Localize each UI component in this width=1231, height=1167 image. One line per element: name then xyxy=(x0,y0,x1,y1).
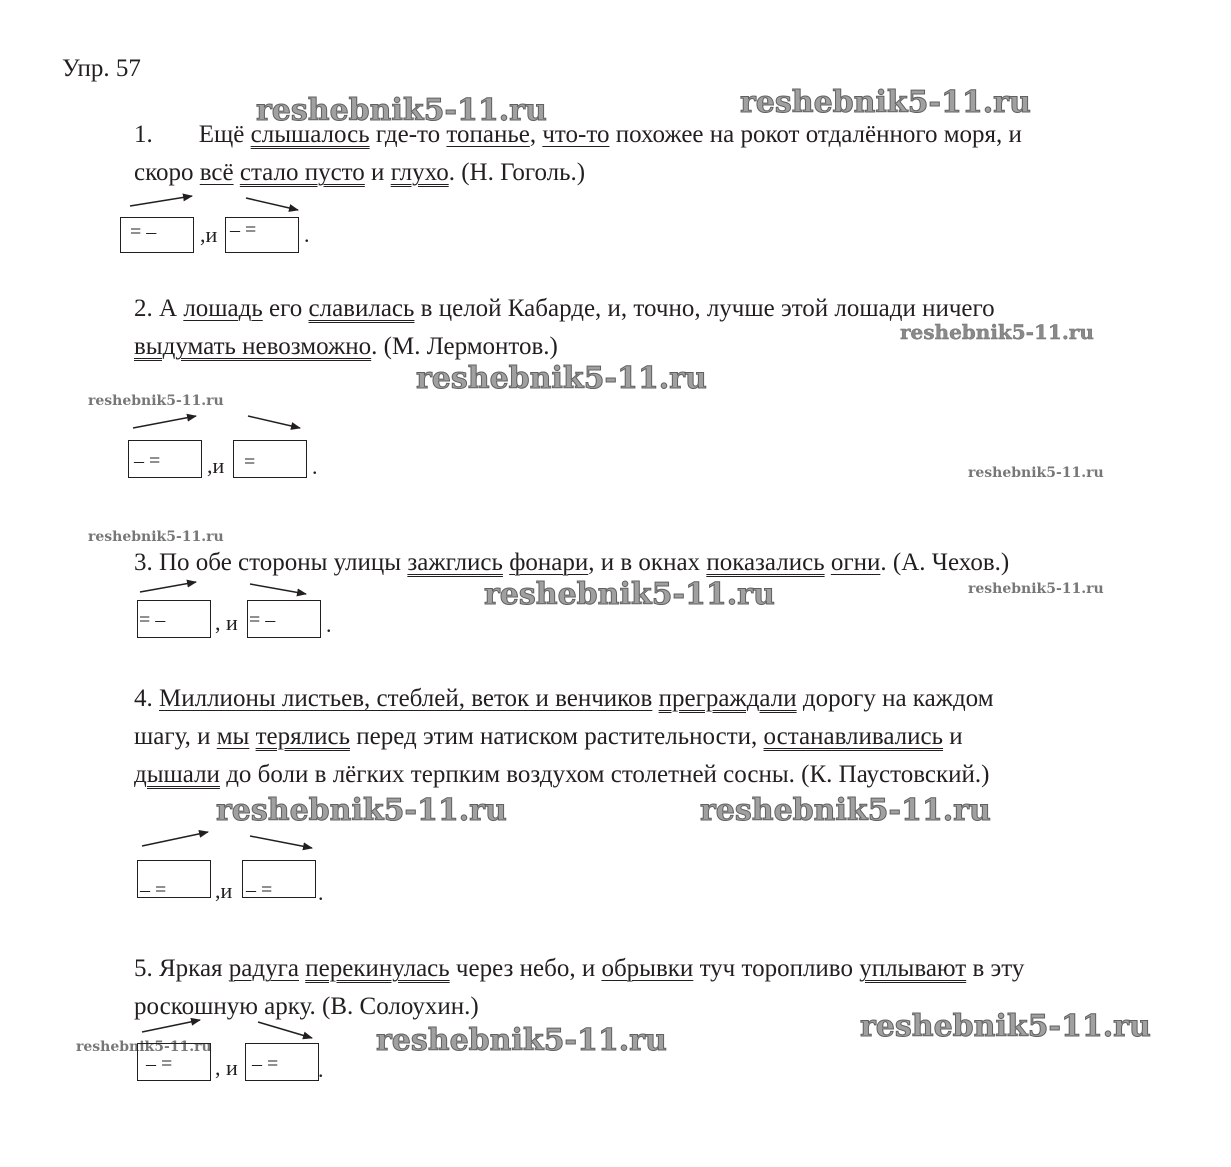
schema-box-symbols: – = xyxy=(246,879,273,901)
watermark: reshebnik5-11.ru xyxy=(256,93,547,128)
arrow-icon xyxy=(140,582,196,592)
schema-separator: ,и xyxy=(215,878,233,903)
page-title: Упр. 57 xyxy=(62,55,141,82)
schema-period: . xyxy=(318,1057,324,1082)
predicate: выдумать невозможно xyxy=(134,333,372,360)
sentence-number: 1. xyxy=(134,121,153,148)
sentence-4-line-2: шагу, и мы терялись перед этим натиском растительности, останавливались и xyxy=(134,723,963,750)
schema-box-symbols: = xyxy=(244,451,256,473)
predicate: стало пусто xyxy=(239,159,365,186)
predicate: славилась xyxy=(308,295,415,322)
sentence-1-line-1: 1. Ещё слышалось где-то топанье, что-то похожее на рокот отдалённого моря, и xyxy=(134,121,1022,148)
schema-box-symbols: = – xyxy=(139,609,166,631)
arrow-icon xyxy=(142,1020,200,1032)
subject: топанье xyxy=(446,121,530,148)
schema-separator: ,и xyxy=(207,453,225,478)
subject: Миллионы листьев, стеблей, веток и венчиков xyxy=(159,685,653,712)
subject: мы xyxy=(216,723,250,750)
arrow-icon xyxy=(130,196,192,206)
schema-period: . xyxy=(326,612,332,637)
subject: огни xyxy=(830,549,881,576)
predicate: слышалось xyxy=(250,121,370,148)
watermark: reshebnik5-11.ru xyxy=(968,465,1104,481)
sentence-2-line-1: 2. А лошадь его славилась в целой Кабарде, и, точно, лучше этой лошади ничего xyxy=(134,295,995,322)
schema-period: . xyxy=(304,222,310,247)
arrow-icon xyxy=(246,198,298,210)
arrow-icon xyxy=(258,1022,312,1038)
watermark: reshebnik5-11.ru xyxy=(88,393,224,409)
subject: радуга xyxy=(228,955,299,982)
predicate: дышали xyxy=(134,761,220,788)
predicate: преграждали xyxy=(658,685,797,712)
predicate: останавливались xyxy=(763,723,944,750)
arrow-icon xyxy=(250,836,312,848)
sentence-5-line-1: 5. Яркая радуга перекинулась через небо, и обрывки туч торопливо уплывают в эту xyxy=(134,955,1025,982)
arrow-icon xyxy=(248,416,300,428)
watermark: reshebnik5-11.ru xyxy=(860,1009,1151,1044)
predicate: показались xyxy=(706,549,825,576)
schema-box-symbols: = – xyxy=(249,609,276,631)
arrow-icon xyxy=(142,832,208,846)
watermark: reshebnik5-11.ru xyxy=(88,529,224,545)
schema-box-symbols: = – xyxy=(130,221,157,243)
sentence-1-line-2: скоро всё стало пусто и глухо. (Н. Гоголь.) xyxy=(134,159,586,186)
schema-separator: , и xyxy=(215,1055,238,1080)
subject: что-то xyxy=(542,121,610,148)
schema-separator: ,и xyxy=(200,222,218,247)
watermark: reshebnik5-11.ru xyxy=(700,793,991,828)
schema-box-symbols: – = xyxy=(252,1053,279,1075)
arrow-icon xyxy=(133,416,196,428)
schema-box-symbols: – = xyxy=(134,450,161,472)
predicate: перекинулась xyxy=(305,955,450,982)
predicate: терялись xyxy=(255,723,350,750)
arrow-icon xyxy=(250,584,306,594)
subject: фонари xyxy=(509,549,589,576)
schema-period: . xyxy=(312,454,318,479)
sentence-2-line-2: выдумать невозможно. (М. Лермонтов.) xyxy=(134,333,558,360)
watermark: reshebnik5-11.ru xyxy=(484,577,775,612)
watermark: reshebnik5-11.ru xyxy=(76,1039,212,1055)
sentence-5-line-2: роскошную арку. (В. Солоухин.) xyxy=(134,993,479,1020)
schema-box-symbols: – = xyxy=(230,219,257,241)
predicate: уплывают xyxy=(859,955,967,982)
sentence-4-line-3: дышали до боли в лёгких терпким воздухом столетней сосны. (К. Паустовский.) xyxy=(134,761,990,788)
subject: всё xyxy=(199,159,234,186)
subject: обрывки xyxy=(601,955,694,982)
watermark: reshebnik5-11.ru xyxy=(376,1023,667,1058)
watermark: reshebnik5-11.ru xyxy=(216,793,507,828)
schema-period: . xyxy=(318,880,324,905)
schema-box-symbols: – = xyxy=(140,879,167,901)
sentence-3-line-1: 3. По обе стороны улицы зажглись фонари, и в окнах показались огни. (А. Чехов.) xyxy=(134,549,1010,576)
watermark: reshebnik5-11.ru xyxy=(968,581,1104,597)
watermark: reshebnik5-11.ru xyxy=(416,361,707,396)
subject: лошадь xyxy=(183,295,263,322)
schema-box-symbols: – = xyxy=(146,1053,173,1075)
sentence-4-line-1: 4. Миллионы листьев, стеблей, веток и венчиков преграждали дорогу на каждом xyxy=(134,685,994,712)
predicate: глухо xyxy=(390,159,449,186)
watermark: reshebnik5-11.ru xyxy=(740,85,1031,120)
watermark: reshebnik5-11.ru xyxy=(900,320,1094,344)
schema-separator: , и xyxy=(215,610,238,635)
predicate: зажглись xyxy=(407,549,503,576)
